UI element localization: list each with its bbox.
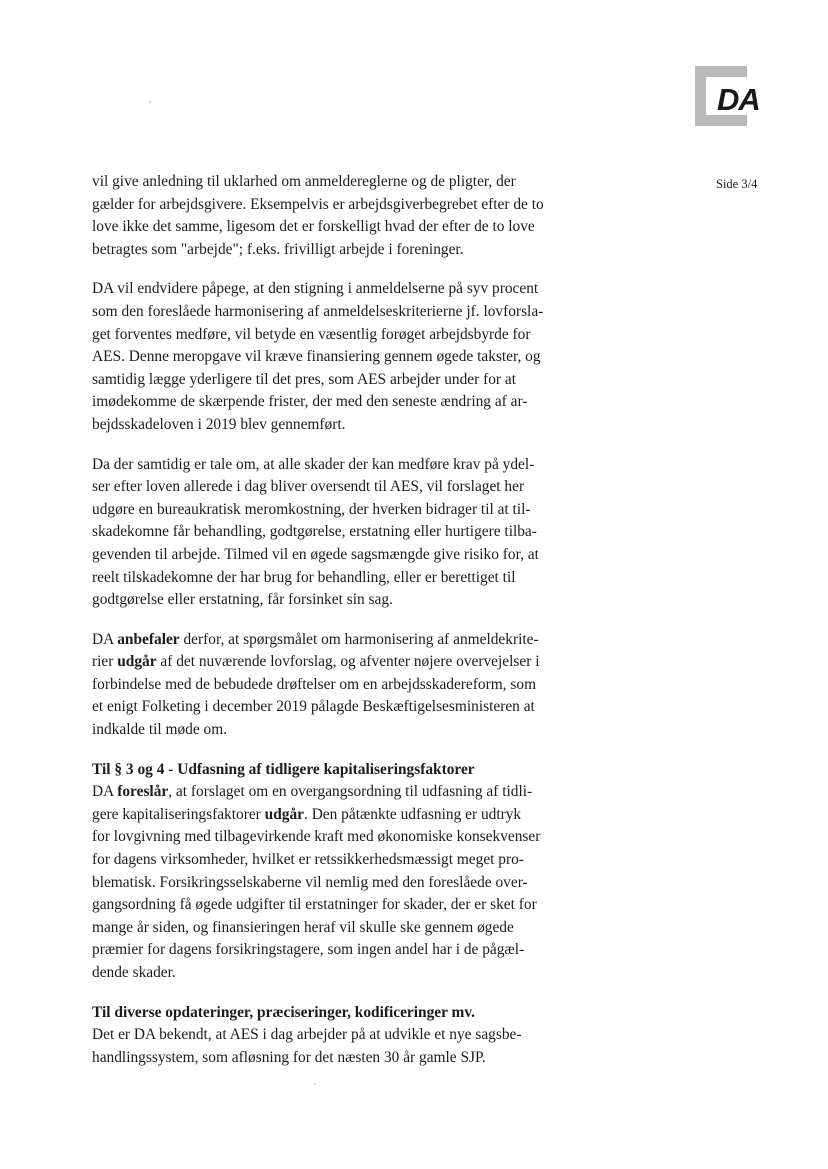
text-line: godtgørelse eller erstatning, får forsinket sin sag. [92, 591, 393, 609]
text-line: AES. Denne meropgave vil kræve finansiering gennem øgede takster, og [92, 348, 541, 366]
paragraph [92, 454, 582, 612]
document-body [92, 171, 582, 1086]
section-heading: Til § 3 og 4 - Udfasning af tidligere kapitaliseringsfaktorer [92, 760, 475, 778]
emphasis-anbefaler: anbefaler [117, 630, 180, 648]
section-opdateringer [92, 1002, 582, 1070]
text-line: betragtes som "arbejde"; f.eks. frivilligt arbejde i foreninger. [92, 240, 464, 258]
text-line: DA vil endvidere påpege, at den stigning i anmeldelserne på syv procent [92, 280, 539, 298]
emphasis-udgaar: udgår [264, 805, 304, 823]
text-line: gangsordning få øgede udgifter til erstatninger for skader, der er sket for [92, 896, 537, 914]
emphasis-udgaar: udgår [117, 653, 157, 671]
text-run: gere kapitaliseringsfaktorer [92, 805, 265, 823]
text-line: reelt tilskadekomne der har brug for behandling, eller er berettiget til [92, 568, 516, 586]
text-line: præmier for dagens forsikringstagere, som ingen andel har i de pågæl- [92, 941, 525, 959]
text-line: vil give anledning til uklarhed om anmeldereglerne og de pligter, der [92, 173, 516, 190]
text-line: Det er DA bekendt, at AES i dag arbejder på at udvikle et nye sagsbe- [92, 1026, 522, 1044]
text-line: gevenden til arbejde. Tilmed vil en øgede sagsmængde give risiko for, at [92, 545, 539, 563]
text-line [92, 651, 582, 674]
text-line: gælder for arbejdsgivere. Eksempelvis er arbejdsgiverbegrebet efter de to [92, 195, 544, 213]
text-line: handlingssystem, som afløsning for det næsten 30 år gamle SJP. [92, 1048, 486, 1066]
da-logo [695, 66, 760, 136]
text-line: love ikke det samme, ligesom det er forskelligt hvad der efter de to love [92, 218, 535, 236]
text-line: et enigt Folketing i december 2019 pålagde Beskæftigelsesministeren at [92, 698, 535, 716]
paragraph [92, 171, 582, 261]
text-line: som den foreslåede harmonisering af anmeldelseskriterierne jf. lovforsla- [92, 302, 544, 320]
scan-speck [149, 101, 151, 103]
text-run: DA [92, 783, 118, 801]
text-line: udgøre en bureaukratisk meromkostning, der hverken bidrager til at til- [92, 500, 531, 518]
text-line [92, 781, 582, 804]
text-line: mange år siden, og finansieringen heraf vil skulle ske gennem øgede [92, 918, 514, 936]
section-heading: Til diverse opdateringer, præciseringer, kodificeringer mv. [92, 1003, 476, 1021]
text-line: for lovgivning med tilbagevirkende kraft med økonomiske konsekvenser [92, 828, 541, 846]
text-line: samtidig lægge yderligere til det pres, som AES arbejder under for at [92, 370, 516, 388]
text-line: imødekomme de skærpende frister, der med den seneste ændring af ar- [92, 393, 528, 411]
text-line: for dagens virksomheder, hvilket er retssikkerhedsmæssigt meget pro- [92, 851, 524, 869]
text-line: get forventes medføre, vil betyde en væsentlig forøget arbejdsbyrde for [92, 325, 531, 343]
text-run: rier [92, 653, 118, 671]
text-line: dende skader. [92, 964, 176, 981]
text-line: blematisk. Forsikringsselskaberne vil nemlig med den foreslåede over- [92, 873, 528, 891]
paragraph [92, 278, 582, 436]
text-line: indkalde til møde om. [92, 721, 228, 739]
text-line: forbindelse med de bebudede drøftelser om en arbejdsskadereform, som [92, 675, 537, 693]
text-run: derfor, at spørgsmålet om harmonisering af anmeldekrite- [179, 630, 539, 648]
text-line: bejdsskadeloven i 2019 blev gennemført. [92, 415, 346, 433]
text-line: skadekomne får behandling, godtgørelse, erstatning eller hurtigere tilba- [92, 523, 537, 541]
text-line: ser efter loven allerede i dag bliver oversendt til AES, vil forslaget her [92, 478, 525, 496]
text-line [92, 804, 582, 827]
text-run: . Den påtænkte udfasning er udtryk [304, 805, 522, 823]
emphasis-foreslaar: foreslår [117, 783, 169, 801]
text-run: af det nuværende lovforslag, og afventer nøjere overvejelser i [156, 653, 540, 671]
section-kapitaliseringsfaktorer [92, 759, 582, 985]
text-run: , at forslaget om en overgangsordning til udfasning af tidli- [168, 783, 533, 801]
text-line [92, 629, 582, 652]
page-number: Side 3/4 [716, 177, 758, 191]
recommendation-paragraph [92, 629, 582, 742]
text-line: Da der samtidig er tale om, at alle skader der kan medføre krav på ydel- [92, 455, 535, 473]
text-run: DA [92, 630, 118, 648]
logo-text: DA [717, 82, 760, 117]
